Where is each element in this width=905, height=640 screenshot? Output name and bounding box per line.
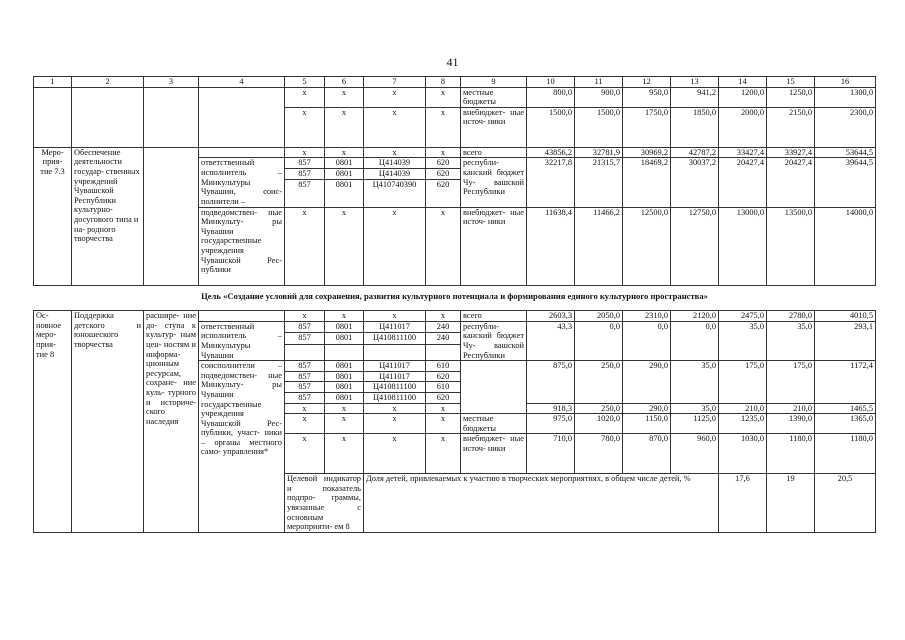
cell-value: 43,3 — [527, 321, 575, 360]
cell-value: 12750,0 — [671, 207, 719, 285]
cell-value: 20,5 — [815, 474, 876, 533]
header-cell: 13 — [671, 77, 719, 88]
cell-value: 800,0 — [527, 87, 575, 107]
cell-grbs: 857 — [285, 179, 325, 207]
cell-value: 1125,0 — [671, 414, 719, 434]
cell-value: 870,0 — [623, 434, 671, 474]
cell-value: 33927,4 — [767, 147, 815, 158]
cell-empty — [199, 87, 285, 147]
cell-funding-source: местные бюджеты — [461, 87, 527, 107]
header-cell: 8 — [426, 77, 461, 88]
cell-target: Ц410811100 — [364, 392, 426, 403]
header-cell: 4 — [199, 77, 285, 88]
cell-section: 0801 — [325, 382, 364, 393]
budget-table — [33, 76, 876, 533]
cell-funding-source — [461, 361, 527, 414]
header-cell: 1 — [34, 77, 72, 88]
cell-target: x — [364, 207, 426, 285]
cell-empty — [72, 87, 144, 147]
cell-empty — [144, 147, 199, 285]
measure-name: Поддержка детского и юношеского творчества — [72, 311, 144, 533]
cell-section: 0801 — [325, 179, 364, 207]
cell-target: Ц410811100 — [364, 333, 426, 345]
cell-section: 0801 — [325, 392, 364, 403]
cell-value: 43856,2 — [527, 147, 575, 158]
cell-value: 39644,5 — [815, 158, 876, 207]
cell-target: Ц411017 — [364, 321, 426, 333]
cell-target: x — [364, 403, 426, 414]
cell-section: 0801 — [325, 321, 364, 333]
cell-value: 33427,4 — [719, 147, 767, 158]
table-row — [34, 147, 876, 158]
executor-cell: ответственный исполнитель – Минкультуры Чувашии — [199, 321, 285, 360]
cell-target: x — [364, 434, 426, 474]
cell-grbs: 857 — [285, 361, 325, 372]
cell-value: 1180,0 — [767, 434, 815, 474]
cell-target: x — [364, 311, 426, 322]
cell-expense-type: 610 — [426, 361, 461, 372]
cell-funding-source: всего — [461, 311, 527, 322]
cell-value: 35,0 — [671, 403, 719, 414]
executor-cell: ответственный исполнитель – Минкультуры Чувашии, соис- полнители – — [199, 158, 285, 207]
cell-value: 1500,0 — [527, 107, 575, 147]
cell-section: 0801 — [325, 168, 364, 179]
cell-target: Ц410811100 — [364, 382, 426, 393]
cell-value: 35,0 — [671, 361, 719, 403]
cell-funding-source: местные бюджеты — [461, 414, 527, 434]
header-cell: 9 — [461, 77, 527, 88]
cell-expense-type: 620 — [426, 179, 461, 207]
cell-value: 293,1 — [815, 321, 876, 360]
cell-section: x — [325, 414, 364, 434]
cell-expense-type: x — [426, 434, 461, 474]
cell-section: 0801 — [325, 158, 364, 169]
cell-value: 2000,0 — [719, 107, 767, 147]
cell-value: 210,0 — [719, 403, 767, 414]
cell-value: 13500,0 — [767, 207, 815, 285]
cell-value: 710,0 — [527, 434, 575, 474]
executor-cell: соисполнители – подведомствен- ные Минкульту- ры Чувашии государственные учреждения Чувашской Рес- публики, участ- ники – органы местного само- управления* — [199, 361, 285, 533]
cell-value: 19 — [767, 474, 815, 533]
cell-target: Ц411017 — [364, 371, 426, 382]
cell-grbs: x — [285, 403, 325, 414]
cell-value: 11466,2 — [575, 207, 623, 285]
cell-value: 290,0 — [623, 403, 671, 414]
cell-value: 4010,5 — [815, 311, 876, 322]
cell-value: 290,0 — [623, 361, 671, 403]
cell-value: 20427,4 — [767, 158, 815, 207]
cell-target: Ц414039 — [364, 168, 426, 179]
cell-value: 1390,0 — [767, 414, 815, 434]
cell-value: 1235,0 — [719, 414, 767, 434]
cell-expense-type: x — [426, 403, 461, 414]
cell-section: 0801 — [325, 361, 364, 372]
cell-grbs: x — [285, 87, 325, 107]
cell-grbs: 857 — [285, 158, 325, 169]
cell-value: 1365,0 — [815, 414, 876, 434]
cell-value: 2120,0 — [671, 311, 719, 322]
cell-value: 17,6 — [719, 474, 767, 533]
indicator-text: Доля детей, привлекаемых к участию в творческих мероприятиях, в общем числе детей, % — [364, 474, 719, 533]
cell-value: 1180,0 — [815, 434, 876, 474]
cell-value: 250,0 — [575, 361, 623, 403]
cell-section: 0801 — [325, 371, 364, 382]
cell-funding-source: внебюджет- ные источ- ники — [461, 207, 527, 285]
cell-value: 0,0 — [671, 321, 719, 360]
cell-value: 2475,0 — [719, 311, 767, 322]
cell-target: x — [364, 107, 426, 147]
cell-grbs: 857 — [285, 168, 325, 179]
header-cell: 12 — [623, 77, 671, 88]
header-cell: 7 — [364, 77, 426, 88]
cell-value: 32781,9 — [575, 147, 623, 158]
cell-value: 20427,4 — [719, 158, 767, 207]
cell-value: 1250,0 — [767, 87, 815, 107]
cell-value: 175,0 — [719, 361, 767, 403]
measure-code: Ос- новное меро- прия- тие 8 — [34, 311, 72, 533]
cell-expense-type: x — [426, 147, 461, 158]
cell-value: 2300,0 — [815, 107, 876, 147]
cell-grbs: x — [285, 147, 325, 158]
cell-value: 35,0 — [719, 321, 767, 360]
cell-grbs: x — [285, 434, 325, 474]
executor-cell: подведомствен- ные Минкульту- ры Чувашии государственные учреждения Чувашской Рес- публики — [199, 207, 285, 285]
cell-funding-source: внебюджет- ные источ- ники — [461, 434, 527, 474]
cell-grbs: x — [285, 107, 325, 147]
cell-value: 900,0 — [575, 87, 623, 107]
header-cell: 16 — [815, 77, 876, 88]
page-number: 41 — [446, 55, 459, 69]
header-cell: 15 — [767, 77, 815, 88]
measure-name: Обеспечение деятельности государ- ственных учреждений Чувашской Республики культурно- досугового типа и на- родного творчества — [72, 147, 144, 285]
cell-value: 975,0 — [527, 414, 575, 434]
cell-value: 30037,2 — [671, 158, 719, 207]
cell-target: Ц414039 — [364, 158, 426, 169]
header-cell: 2 — [72, 77, 144, 88]
cell-empty — [364, 345, 426, 361]
table-row — [34, 87, 876, 107]
cell-value: 950,0 — [623, 87, 671, 107]
cell-funding-source: всего — [461, 147, 527, 158]
cell-expense-type: x — [426, 311, 461, 322]
cell-value: 1850,0 — [671, 107, 719, 147]
cell-expense-type: 620 — [426, 158, 461, 169]
cell-expense-type: 620 — [426, 168, 461, 179]
cell-value: 875,0 — [527, 361, 575, 403]
cell-funding-source: внебюджет- ные источ- ники — [461, 107, 527, 147]
cell-value: 53644,5 — [815, 147, 876, 158]
cell-value: 1030,0 — [719, 434, 767, 474]
cell-value: 780,0 — [575, 434, 623, 474]
cell-value: 1465,5 — [815, 403, 876, 414]
cell-target: Ц410740390 — [364, 179, 426, 207]
table-row — [34, 311, 876, 322]
header-cell: 5 — [285, 77, 325, 88]
cell-value: 918,3 — [527, 403, 575, 414]
header-cell: 14 — [719, 77, 767, 88]
cell-value: 210,0 — [767, 403, 815, 414]
measure-code: Меро- прия- тие 7.3 — [34, 147, 72, 285]
cell-grbs: 857 — [285, 392, 325, 403]
header-row — [34, 77, 876, 88]
cell-value: 0,0 — [575, 321, 623, 360]
cell-target: Ц411017 — [364, 361, 426, 372]
cell-section: x — [325, 403, 364, 414]
cell-value: 1200,0 — [719, 87, 767, 107]
cell-section: x — [325, 87, 364, 107]
cell-empty — [34, 87, 72, 147]
cell-grbs: x — [285, 414, 325, 434]
cell-value: 35,0 — [767, 321, 815, 360]
cell-section: x — [325, 207, 364, 285]
cell-target: x — [364, 147, 426, 158]
cell-value: 2050,0 — [575, 311, 623, 322]
cell-value: 960,0 — [671, 434, 719, 474]
cell-expense-type: x — [426, 87, 461, 107]
cell-funding-source: республи- канский бюджет Чу- вашской Республики — [461, 158, 527, 207]
cell-value: 1500,0 — [575, 107, 623, 147]
cell-value: 12500,0 — [623, 207, 671, 285]
cell-empty — [199, 147, 285, 158]
cell-grbs: x — [285, 207, 325, 285]
cell-expense-type: x — [426, 414, 461, 434]
cell-value: 18469,2 — [623, 158, 671, 207]
cell-value: 250,0 — [575, 403, 623, 414]
cell-value: 1020,0 — [575, 414, 623, 434]
cell-funding-source: республи- канский бюджет Чу- вашской Республики — [461, 321, 527, 360]
cell-expense-type: x — [426, 207, 461, 285]
header-cell: 6 — [325, 77, 364, 88]
cell-grbs: 857 — [285, 333, 325, 345]
cell-section: x — [325, 147, 364, 158]
measure-goal: расшире- ние до- ступа к культур- ным цен- ностям и информа- ционным ресурсам, сохране- ние куль- турного и историче- ского наследия — [144, 311, 199, 533]
cell-grbs: x — [285, 311, 325, 322]
cell-expense-type: 240 — [426, 321, 461, 333]
indicator-label: Целевой индикатор и показатель подпро- граммы, увязанные с основным мероприяти- ем 8 — [285, 474, 364, 533]
header-cell: 3 — [144, 77, 199, 88]
cell-value: 11638,4 — [527, 207, 575, 285]
cell-expense-type: 610 — [426, 382, 461, 393]
cell-value: 941,2 — [671, 87, 719, 107]
cell-value: 1172,4 — [815, 361, 876, 403]
cell-target: x — [364, 414, 426, 434]
cell-expense-type: x — [426, 107, 461, 147]
cell-value: 1750,0 — [623, 107, 671, 147]
header-cell: 11 — [575, 77, 623, 88]
cell-value: 13000,0 — [719, 207, 767, 285]
cell-value: 14000,0 — [815, 207, 876, 285]
cell-expense-type: 240 — [426, 333, 461, 345]
cell-value: 42787,2 — [671, 147, 719, 158]
cell-value: 175,0 — [767, 361, 815, 403]
cell-value: 1300,0 — [815, 87, 876, 107]
cell-empty — [144, 87, 199, 147]
cell-empty — [199, 311, 285, 322]
cell-value: 32217,8 — [527, 158, 575, 207]
cell-empty — [325, 345, 364, 361]
goal-title: Цель «Создание условий для сохранения, развития культурного потенциала и формирования единого культурного пространства» — [34, 285, 876, 311]
header-cell: 10 — [527, 77, 575, 88]
cell-section: x — [325, 107, 364, 147]
cell-grbs: 857 — [285, 321, 325, 333]
cell-value: 2310,0 — [623, 311, 671, 322]
cell-section: 0801 — [325, 333, 364, 345]
cell-value: 0,0 — [623, 321, 671, 360]
cell-value: 2603,3 — [527, 311, 575, 322]
goal-row — [34, 285, 876, 311]
cell-section: x — [325, 434, 364, 474]
cell-expense-type: 620 — [426, 392, 461, 403]
cell-value: 2150,0 — [767, 107, 815, 147]
cell-grbs: 857 — [285, 371, 325, 382]
cell-section: x — [325, 311, 364, 322]
cell-value: 30969,2 — [623, 147, 671, 158]
cell-target: x — [364, 87, 426, 107]
cell-expense-type: 620 — [426, 371, 461, 382]
cell-empty — [285, 345, 325, 361]
cell-grbs: 857 — [285, 382, 325, 393]
cell-value: 1150,0 — [623, 414, 671, 434]
cell-value: 21315,7 — [575, 158, 623, 207]
cell-value: 2780,0 — [767, 311, 815, 322]
cell-empty — [426, 345, 461, 361]
